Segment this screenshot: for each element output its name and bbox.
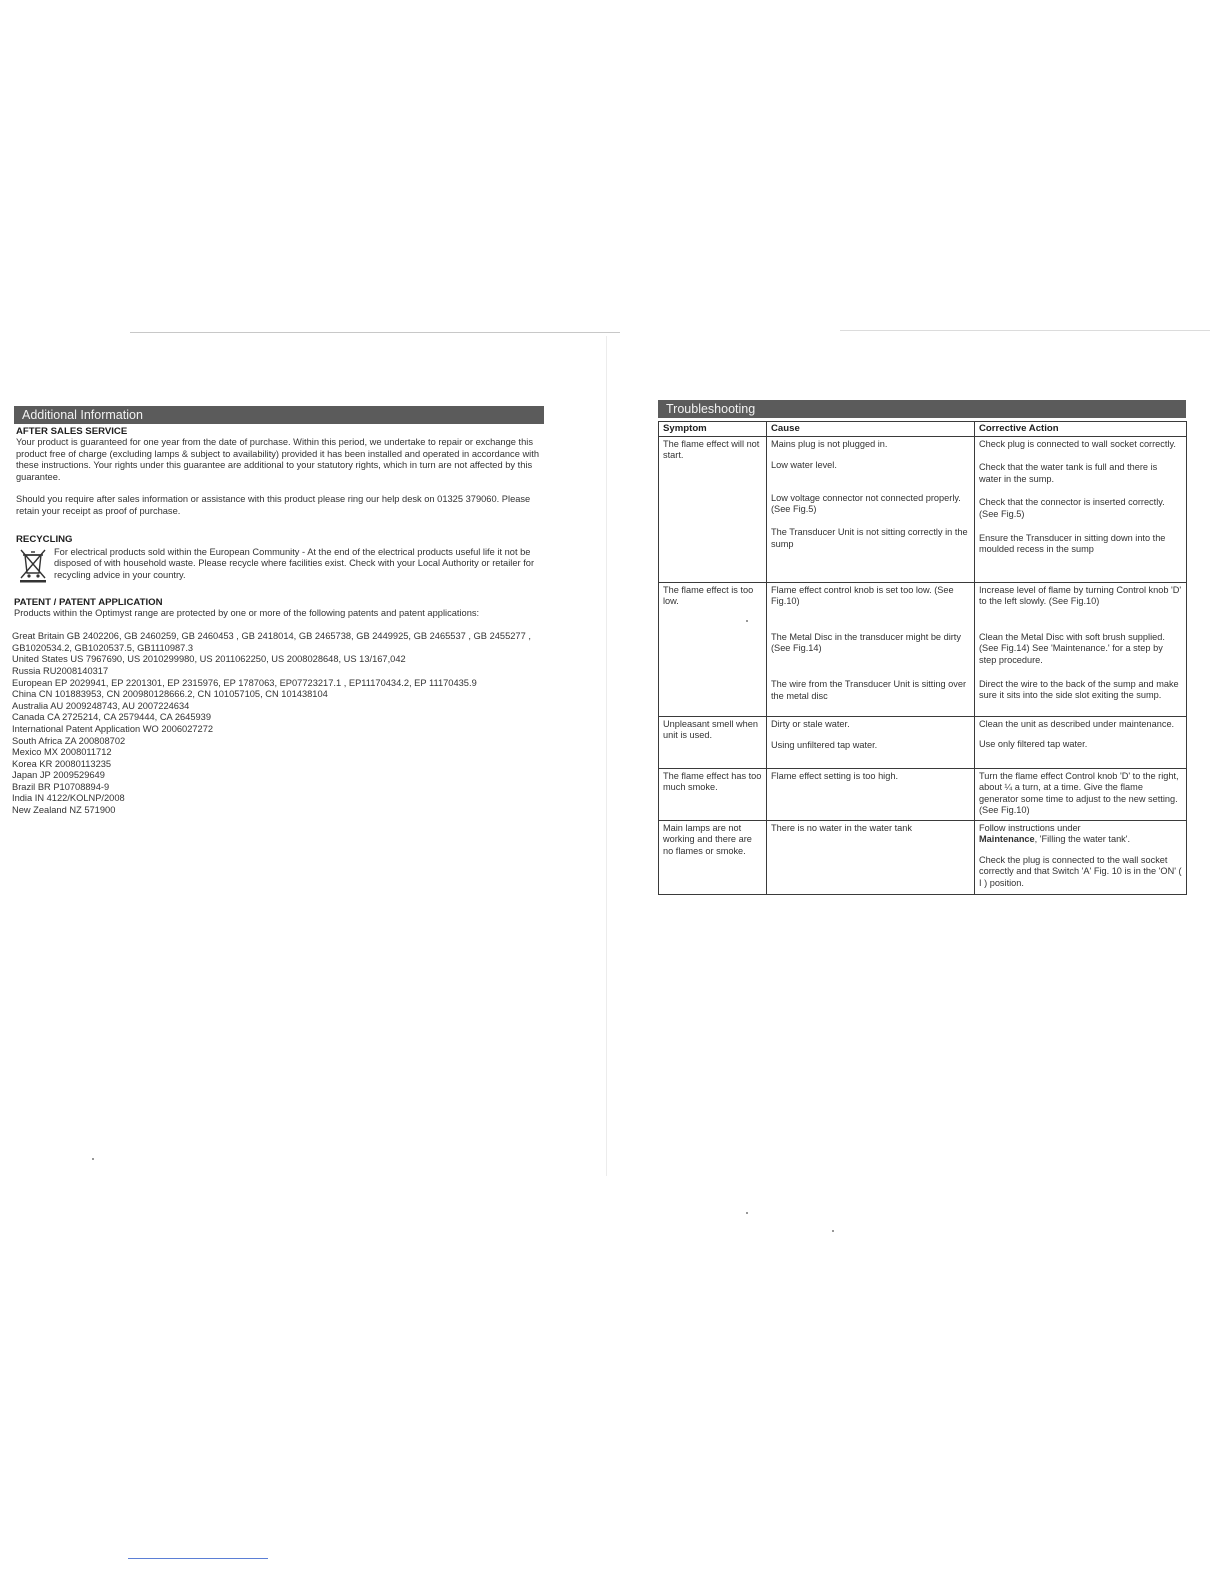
action-cell — [975, 768, 1187, 820]
action-cell — [975, 820, 1187, 894]
cause-text: Using unfiltered tap water. — [771, 740, 878, 751]
patent-line: Canada CA 2725214, CA 2579444, CA 2645939 — [12, 712, 212, 723]
patent-line: Brazil BR P10708894-9 — [12, 781, 110, 792]
symptom-text: Unpleasant smell when unit is used. — [663, 718, 758, 741]
action-text: Clean the unit as described under maintenance. — [979, 718, 1175, 729]
symptom-text: The flame effect is too low. — [663, 584, 754, 607]
patent-line: International Patent Application WO 2006027272 — [12, 723, 214, 734]
patent-line: India IN 4122/KOLNP/2008 — [12, 793, 125, 804]
patent-line: China CN 101883953, CN 200980128666.2, CN 101057105, CN 101438104 — [12, 689, 328, 700]
after-sales-paragraph-1: Your product is guaranteed for one year from the date of purchase. Within this period, we undertake to repair or exchange this product free of charge (excluding lamps & subject to availability) provided it has been installed and operated in accordance with these instructions. Your rights under this guarantee are additional to your statutory rights, which in turn are not affected by this guarantee. — [16, 437, 539, 482]
action-text: Turn the flame effect Control knob 'D' to the right, about ¼ a turn, at a time. Give the flame generator some time to adjust to the new setting. (See Fig.10) — [979, 770, 1179, 816]
cause-text: Low voltage connector not connected properly. (See Fig.5) — [771, 492, 961, 515]
cause-text: The wire from the Transducer Unit is sitting over the metal disc — [771, 678, 967, 701]
page-fold — [606, 336, 607, 1176]
symptom-text: Main lamps are not working and there are no flames or smoke. — [663, 822, 752, 856]
scan-speck — [746, 1212, 748, 1214]
action-text: Check the plug is connected to the wall socket correctly and that Switch 'A' Fig. 10 is in the 'ON' ( I ) position. — [979, 854, 1182, 888]
scan-speck — [746, 620, 748, 622]
cause-cell — [767, 436, 975, 582]
action-text: Check that the water tank is full and there is water in the sump. — [979, 462, 1158, 484]
cause-text: The Transducer Unit is not sitting correctly in the sump — [771, 526, 968, 549]
table-row — [659, 820, 1187, 894]
patent-section — [12, 597, 544, 817]
table-row — [659, 768, 1187, 820]
recycling-text: For electrical products sold within the European Community - At the end of the electrical products useful life it not be disposed of with household waste. Please recycle where facilities exist. Check with your Local Authority or retailer for recycling advice in your country. — [54, 546, 535, 580]
bottom-blue-line — [128, 1558, 268, 1559]
cause-text: There is no water in the water tank — [771, 822, 912, 833]
cause-cell — [767, 582, 975, 716]
recycling-heading: RECYCLING — [16, 533, 73, 545]
action-text: Direct the wire to the back of the sump and make sure it sits into the side slot exiting the sump. — [979, 678, 1179, 701]
after-sales-section — [16, 426, 544, 518]
recycling-section — [16, 534, 544, 583]
scan-speck — [92, 1158, 94, 1160]
symptom-text: The flame effect has too much smoke. — [663, 770, 762, 793]
cause-cell — [767, 716, 975, 768]
after-sales-heading: AFTER SALES SERVICE — [16, 426, 128, 437]
cause-text: Mains plug is not plugged in. — [771, 438, 888, 449]
header-corrective-action: Corrective Action — [975, 422, 1187, 437]
troubleshooting-table — [658, 421, 1187, 895]
patent-line: Korea KR 20080113235 — [12, 758, 112, 769]
header-symptom: Symptom — [659, 422, 767, 437]
after-sales-paragraph-2: Should you require after sales information or assistance with this product please ring our help desk on 01325 379060. Please retain your receipt as proof of purchase. — [16, 494, 531, 516]
cause-text: Flame effect control knob is set too low. (See Fig.10) — [771, 584, 954, 607]
patent-intro: Products within the Optimyst range are protected by one or more of the following patents and patent applications: — [14, 607, 480, 618]
table-row — [659, 436, 1187, 582]
action-text: Check plug is connected to wall socket correctly. — [979, 438, 1176, 449]
patent-line: Mexico MX 2008011712 — [12, 747, 112, 758]
action-text: Use only filtered tap water. — [979, 739, 1088, 750]
patent-heading: PATENT / PATENT APPLICATION — [14, 596, 163, 608]
action-cell — [975, 716, 1187, 768]
crossed-bin-icon — [18, 547, 48, 583]
top-rule-left — [130, 332, 620, 333]
symptom-cell — [659, 582, 767, 716]
symptom-text: The flame effect will not start. — [663, 438, 760, 461]
action-text — [979, 823, 1182, 846]
right-page — [658, 400, 1186, 895]
action-cell — [975, 582, 1187, 716]
patent-list — [12, 631, 544, 817]
cause-cell — [767, 820, 975, 894]
patent-line: Russia RU2008140317 — [12, 665, 109, 676]
cause-text: Flame effect setting is too high. — [771, 770, 898, 781]
symptom-cell — [659, 768, 767, 820]
table-header-row — [659, 422, 1187, 437]
action-text: Clean the Metal Disc with soft brush supplied. (See Fig.14) See 'Maintenance.' for a step by step procedure. — [979, 631, 1165, 665]
scan-speck — [832, 1230, 834, 1232]
top-rule-right — [840, 330, 1210, 331]
symptom-cell — [659, 436, 767, 582]
patent-line: Great Britain GB 2402206, GB 2460259, GB 2460453 , GB 2418014, GB 2465738, GB 2449925, GB 2465537 , GB 2455277 , GB1020534.2, GB1020537.5, GB1110987.3 — [12, 631, 531, 653]
patent-line: Japan JP 2009529649 — [12, 770, 105, 781]
symptom-cell — [659, 716, 767, 768]
left-page — [12, 406, 544, 817]
action-text: Increase level of flame by turning Control knob 'D' to the left slowly. (See Fig.10) — [979, 584, 1182, 607]
patent-line: European EP 2029941, EP 2201301, EP 2315976, EP 1787063, EP07723217.1 , EP11170434.2, EP 11170435.9 — [12, 677, 477, 688]
action-text: Ensure the Transducer in sitting down into the moulded recess in the sump — [979, 532, 1166, 555]
patent-line: New Zealand NZ 571900 — [12, 805, 116, 816]
action-text: Check that the connector is inserted correctly. (See Fig.5) — [979, 497, 1165, 519]
maintenance-emphasis: Maintenance — [979, 834, 1035, 845]
cause-text: Dirty or stale water. — [771, 718, 850, 729]
header-cause: Cause — [767, 422, 975, 437]
table-row — [659, 716, 1187, 768]
patent-line: Australia AU 2009248743, AU 2007224634 — [12, 700, 190, 711]
table-row — [659, 582, 1187, 716]
cause-text: The Metal Disc in the transducer might be dirty (See Fig.14) — [771, 631, 961, 654]
action-cell — [975, 436, 1187, 582]
patent-line: United States US 7967690, US 2010299980, US 2011062250, US 2008028648, US 13/167,042 — [12, 654, 406, 665]
cause-cell — [767, 768, 975, 820]
section-title-troubleshooting: Troubleshooting — [658, 400, 1186, 418]
action-suffix: , 'Filling the water tank'. — [1034, 834, 1131, 845]
cause-text: Low water level. — [771, 460, 837, 471]
patent-line: South Africa ZA 200808702 — [12, 735, 126, 746]
symptom-cell — [659, 820, 767, 894]
action-prefix: Follow instructions under — [979, 822, 1081, 833]
section-title-additional-information: Additional Information — [14, 406, 544, 424]
